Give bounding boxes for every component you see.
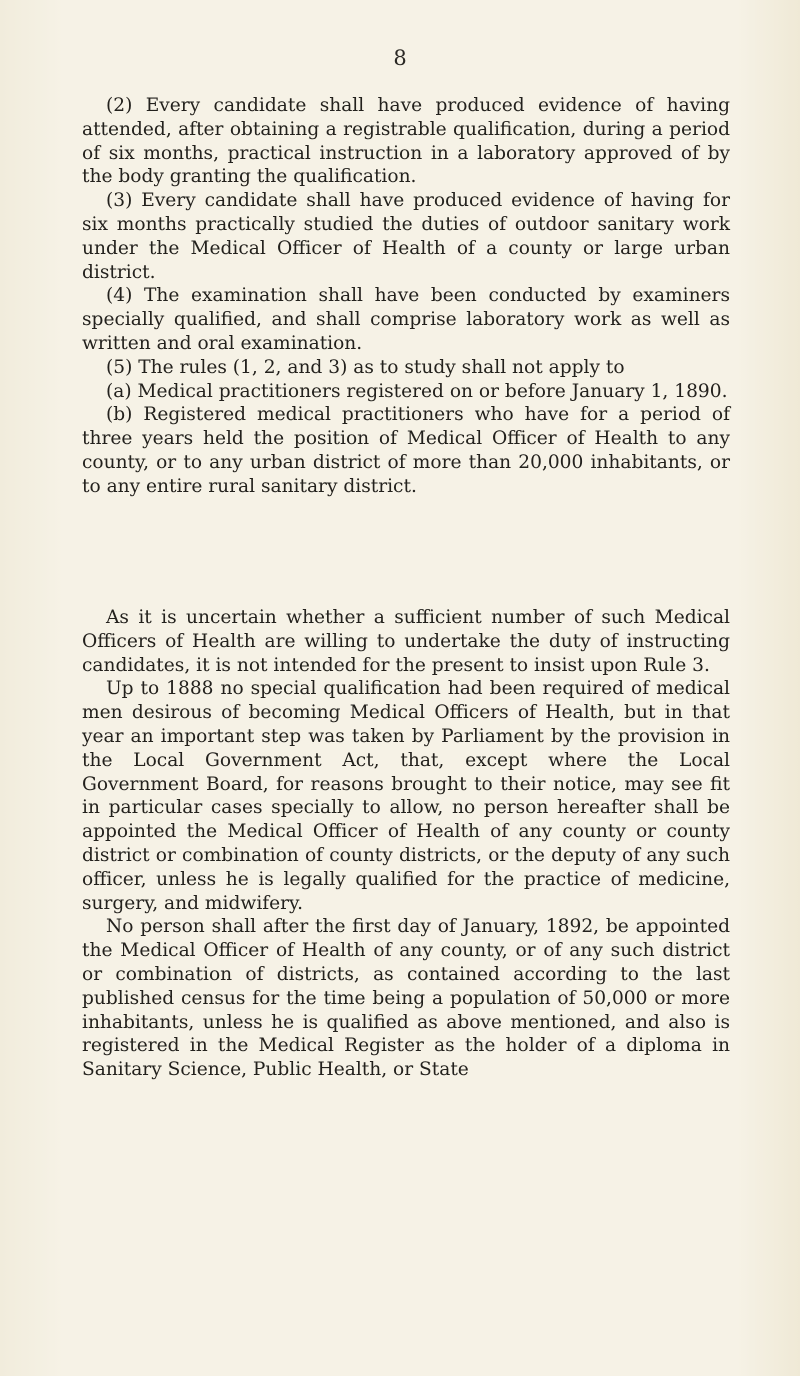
rule-5a-paragraph: (a) Medical practitioners registered on or before January 1, 1890. (106, 380, 728, 402)
uncertain-paragraph: As it is uncertain whether a sufficient number of such Medical Officers of Health are willing to undertake the duty of instructing candidates, it is not intended for the present to insist upon Rule 3. (82, 607, 730, 676)
rule-4-paragraph: (4) The examination shall have been conducted by examiners specially qualified, and shall comprise laboratory work as well as written and oral examination. (82, 285, 730, 354)
requirement-1892-paragraph: No person shall after the first day of January, 1892, be appointed the Medical Officer of Health of any county, or of any such district or combination of districts, as contained according to the last published census for the time being a population of 50,000 or more inhabitants, unless he is qualified as above mentioned, and also is registered in the Medical Register as the holder of a diploma in Sanitary Science, Public Health, or State (82, 916, 730, 1081)
rule-2-paragraph: (2) Every candidate shall have produced evidence of having attended, after obtaining a registrable qualification, during a period of six months, practical instruction in a laboratory approved of by the body granting the qualification. (82, 95, 730, 188)
page-number: 8 (393, 46, 407, 70)
rule-5b-paragraph: (b) Registered medical practitioners who have for a period of three years held the position of Medical Officer of Health to any county, or to any urban district of more than 20,000 inhabitants, or to any entire rural sanitary district. (82, 404, 730, 497)
body-section (82, 606, 730, 1082)
rule-5-paragraph: (5) The rules (1, 2, and 3) as to study shall not apply to (106, 356, 625, 378)
rules-section (82, 94, 730, 499)
history-1888-paragraph: Up to 1888 no special qualification had been required of medical men desirous of becoming Medical Officers of Health, but in that year an important step was taken by Parliament by the provision in the Local Government Act, that, except where the Local Government Board, for reasons brought to their notice, may see fit in particular cases specially to allow, no person hereafter shall be appointed the Medical Officer of Health of any county or county district or combination of county districts, or the deputy of any such officer, unless he is legally qualified for the practice of medicine, surgery, and midwifery. (82, 678, 730, 914)
rule-3-paragraph: (3) Every candidate shall have produced evidence of having for six months practically studied the duties of outdoor sanitary work under the Medical Officer of Health of a county or large urban district. (82, 190, 730, 283)
